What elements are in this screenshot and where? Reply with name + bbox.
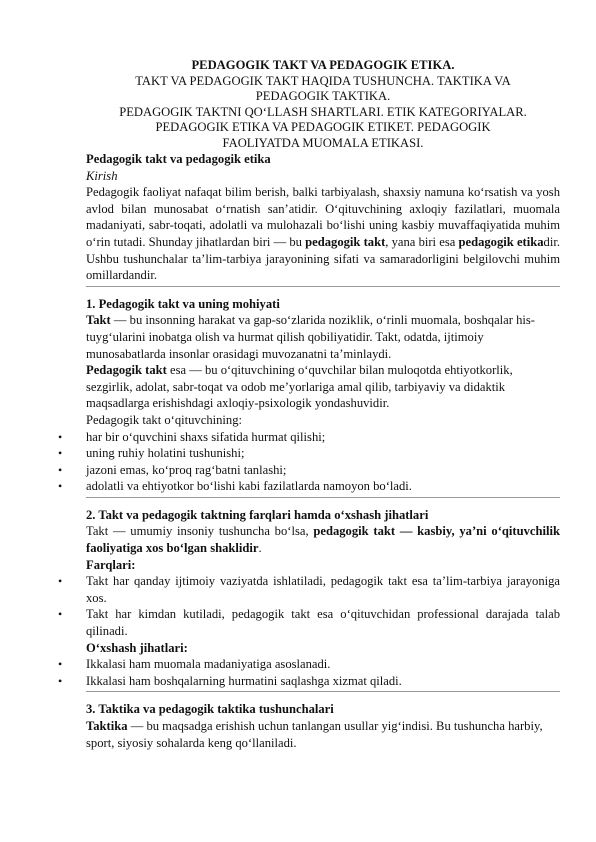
- document-page: [58, 58, 560, 751]
- section1-list-intro: Pedagogik takt o‘qituvchining:: [86, 412, 243, 427]
- title-line-2: TAKT VA PEDAGOGIK TAKT HAQIDA TUSHUNCHA. TAKTIKA VA: [135, 73, 511, 88]
- list-item: • Takt har kimdan kutiladi, pedagogik takt esa o‘qituvchidan professional darajada talab qilinadi.: [58, 607, 560, 639]
- document-title: PEDAGOGIK TAKT VA PEDAGOGIK ETIKA.: [191, 58, 455, 72]
- section2-heading: 2. Takt va pedagogik taktning farqlari hamda o‘xshash jihatlari: [86, 507, 429, 522]
- list-item: • uning ruhiy holatini tushunishi;: [58, 446, 245, 461]
- list-item: • jazoni emas, ko‘proq rag‘batni tanlashi;: [58, 462, 287, 477]
- bullet-icon: •: [58, 479, 63, 494]
- intro-heading: Pedagogik takt va pedagogik etika: [86, 152, 271, 166]
- bullet-icon: •: [58, 673, 63, 688]
- list-item: • Ikkalasi ham muomala madaniyatiga asoslanadi.: [58, 657, 331, 672]
- section2-similarities-list: [58, 656, 560, 692]
- section1-paragraph-1: Takt — bu insonning harakat va gap-so‘zlarida noziklik, o‘rinli muomala, boshqalar his-tuyg‘ularini inobatga olish va hurmat qilish qobiliyatidir. Takt, odatda, ijtimoiy munosabatlarda insonlar orasidagi muvozanatni ta’minlaydi.: [86, 313, 535, 361]
- section2-differences-list: [58, 573, 560, 639]
- bullet-icon: •: [58, 446, 63, 461]
- section1-bullet-list: [58, 429, 560, 498]
- title-line-5: PEDAGOGIK ETIKA VA PEDAGOGIK ETIKET. PEDAGOGIK: [155, 120, 491, 134]
- section1-heading: 1. Pedagogik takt va uning mohiyati: [86, 296, 280, 311]
- list-item: • Ikkalasi ham boshqalarning hurmatini saqlashga xizmat qiladi.: [58, 673, 402, 688]
- intro-paragraph: Pedagogik faoliyat nafaqat bilim berish, balki tarbiyalash, shaxsiy namuna ko‘rsatish va yosh avlod bilan munosabat o‘rnatish san’atidir. O‘qituvchining axloqiy fazilatlari, muomala madaniyati, sabr-toqati, adolatli va mulohazali bo‘lishi uning kasbiy muvaffaqiyatida muhim o‘rin tutadi. Shunday jihatlardan biri — bu pedagogik takt, yana biri esa pedagogik etikadir. Ushbu tushunchalar ta’lim-tarbiya jarayonining sifati va samaradorligini belgilovchi muhim omillardandir.: [86, 184, 560, 287]
- section1-paragraph-2: Pedagogik takt esa — bu o‘qituvchining o‘quvchilar bilan muloqotda ehtiyotkorlik, sezgirlik, adolat, sabr-toqat va odob me’yorlariga amal qilib, tarbiyaviy va didaktik maqsadlarga erishishdagi axloqiy-psixologik yondashuvidir.: [86, 363, 513, 411]
- bullet-icon: •: [58, 429, 63, 444]
- section3-paragraph-1: Taktika — bu maqsadga erishish uchun tanlangan usullar yig‘indisi. Bu tushuncha harbiy, sport, siyosiy sohalarda keng qo‘llaniladi.: [86, 719, 543, 750]
- section3-heading: 3. Taktika va pedagogik taktika tushunchalari: [86, 702, 334, 717]
- title-line-6: FAOLIYATDA MUOMALA ETIKASI.: [222, 135, 424, 150]
- intro-label: Kirish: [86, 168, 118, 183]
- list-item: • Takt har qanday ijtimoiy vaziyatda ishlatiladi, pedagogik takt esa ta’lim-tarbiya jarayoniga xos.: [58, 574, 560, 605]
- title-line-3: PEDAGOGIK TAKTIKA.: [255, 89, 391, 103]
- title-line-4: PEDAGOGIK TAKTNI QO‘LLASH SHARTLARI. ETIK KATEGORIYALAR.: [119, 104, 527, 119]
- list-item: • adolatli va ehtiyotkor bo‘lishi kabi fazilatlarda namoyon bo‘ladi.: [58, 479, 412, 494]
- bullet-icon: •: [58, 574, 63, 589]
- bullet-icon: •: [58, 657, 63, 672]
- section2-similarities-label: O‘xshash jihatlari:: [86, 640, 188, 655]
- list-item: • har bir o‘quvchini shaxs sifatida hurmat qilishi;: [58, 429, 326, 444]
- bullet-icon: •: [58, 462, 63, 477]
- section2-differences-label: Farqlari:: [86, 557, 136, 572]
- bullet-icon: •: [58, 607, 63, 622]
- section2-paragraph-1: Takt — umumiy insoniy tushuncha bo‘lsa, pedagogik takt — kasbiy, ya’ni o‘qituvchilik faoliyatiga xos bo‘lgan shaklidir.: [86, 524, 560, 556]
